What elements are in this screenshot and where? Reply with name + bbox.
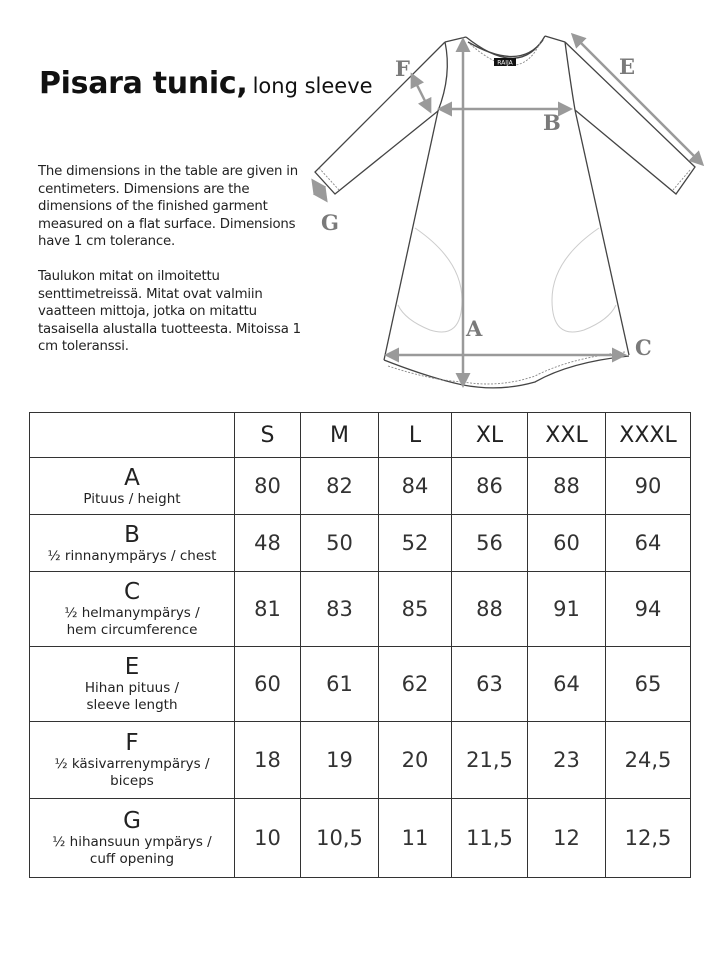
value-cell: 82 xyxy=(301,458,379,515)
size-chart-table xyxy=(29,412,691,878)
measurement-description: Hihan pituus / xyxy=(84,680,180,696)
measurement-letter: A xyxy=(124,464,140,491)
value-cell: 60 xyxy=(235,647,301,722)
measurement-letter: G xyxy=(123,808,141,834)
value-cell: 52 xyxy=(379,515,452,572)
size-header: XXL xyxy=(528,413,606,458)
measurement-description: ½ käsivarrenympärys / xyxy=(54,756,210,772)
measurement-label-cell xyxy=(30,515,235,572)
value-cell: 85 xyxy=(379,572,452,647)
measurement-label-cell xyxy=(30,572,235,647)
size-header: S xyxy=(235,413,301,458)
value-cell: 11,5 xyxy=(452,799,528,878)
tunic-illustration xyxy=(300,0,720,400)
measure-label-f: F xyxy=(395,56,410,81)
value-cell: 62 xyxy=(379,647,452,722)
value-cell: 11 xyxy=(379,799,452,878)
value-cell: 91 xyxy=(528,572,606,647)
value-cell: 12 xyxy=(528,799,606,878)
value-cell: 19 xyxy=(301,722,379,799)
measurement-description: Pituus / height xyxy=(83,490,181,507)
table-row xyxy=(30,572,691,647)
value-cell: 48 xyxy=(235,515,301,572)
measure-label-b: B xyxy=(543,110,561,135)
value-cell: 83 xyxy=(301,572,379,647)
table-row xyxy=(30,647,691,722)
product-variant: long sleeve xyxy=(252,74,373,98)
value-cell: 20 xyxy=(379,722,452,799)
measure-label-a: A xyxy=(466,316,483,341)
description-english: The dimensions in the table are given in centimeters. Dimensions are the dimensions of the finished garment measured on a flat surface. Dimensions have 1 cm tolerance. xyxy=(38,164,298,249)
value-cell: 56 xyxy=(452,515,528,572)
measurement-letter: E xyxy=(124,654,140,680)
garment-diagram xyxy=(300,0,720,400)
measurement-letter: B xyxy=(124,521,140,548)
value-cell: 61 xyxy=(301,647,379,722)
measure-label-c: C xyxy=(635,335,652,360)
value-cell: 18 xyxy=(235,722,301,799)
table-row xyxy=(30,799,691,878)
size-header: XXXL xyxy=(606,413,691,458)
measure-label-g: G xyxy=(321,210,339,235)
measurement-description-en: hem circumference xyxy=(66,622,198,638)
measurement-description: ½ hihansuun ympärys / xyxy=(52,834,212,850)
value-cell: 23 xyxy=(528,722,606,799)
value-cell: 64 xyxy=(606,515,691,572)
value-cell: 60 xyxy=(528,515,606,572)
measurement-label-cell xyxy=(30,647,235,722)
measurement-description-en: cuff opening xyxy=(89,851,175,867)
value-cell: 21,5 xyxy=(452,722,528,799)
measure-f-arrow xyxy=(412,75,430,111)
measurement-letter: C xyxy=(123,579,141,605)
value-cell: 84 xyxy=(379,458,452,515)
value-cell: 50 xyxy=(301,515,379,572)
value-cell: 63 xyxy=(452,647,528,722)
measurement-description: ½ rinnanympärys / chest xyxy=(47,547,217,564)
value-cell: 12,5 xyxy=(606,799,691,878)
svg-text:RAIJA: RAIJA xyxy=(497,59,513,67)
measure-e-arrow xyxy=(573,35,702,164)
measure-g-arrow xyxy=(313,181,326,200)
measurement-description: ½ helmanympärys / xyxy=(64,605,200,621)
value-cell: 88 xyxy=(528,458,606,515)
value-cell: 88 xyxy=(452,572,528,647)
description-finnish: Taulukon mitat on ilmoitettu senttimetreissä. Mitat ovat valmiin vaatteen mittoja, jotka on mitattu tasaisella alustalla tuotteesta. Mitoissa 1 cm toleranssi. xyxy=(38,269,301,354)
value-cell: 81 xyxy=(235,572,301,647)
product-name: Pisara tunic, xyxy=(39,66,248,101)
measurement-label-cell xyxy=(30,722,235,799)
value-cell: 10 xyxy=(235,799,301,878)
measurement-letter: F xyxy=(125,730,139,756)
table-header-row xyxy=(30,413,691,458)
value-cell: 10,5 xyxy=(301,799,379,878)
table-row xyxy=(30,515,691,572)
measurement-label-cell xyxy=(30,458,235,515)
measure-label-e: E xyxy=(619,54,636,79)
measurement-label-cell xyxy=(30,799,235,878)
value-cell: 90 xyxy=(606,458,691,515)
header-empty-cell xyxy=(30,413,235,458)
size-header: L xyxy=(379,413,452,458)
size-header: M xyxy=(301,413,379,458)
value-cell: 86 xyxy=(452,458,528,515)
measurement-description-en: sleeve length xyxy=(86,697,178,713)
table-row xyxy=(30,722,691,799)
table-row xyxy=(30,458,691,515)
value-cell: 65 xyxy=(606,647,691,722)
value-cell: 24,5 xyxy=(606,722,691,799)
value-cell: 80 xyxy=(235,458,301,515)
measurement-description-en: biceps xyxy=(110,773,154,789)
value-cell: 64 xyxy=(528,647,606,722)
value-cell: 94 xyxy=(606,572,691,647)
size-header: XL xyxy=(452,413,528,458)
